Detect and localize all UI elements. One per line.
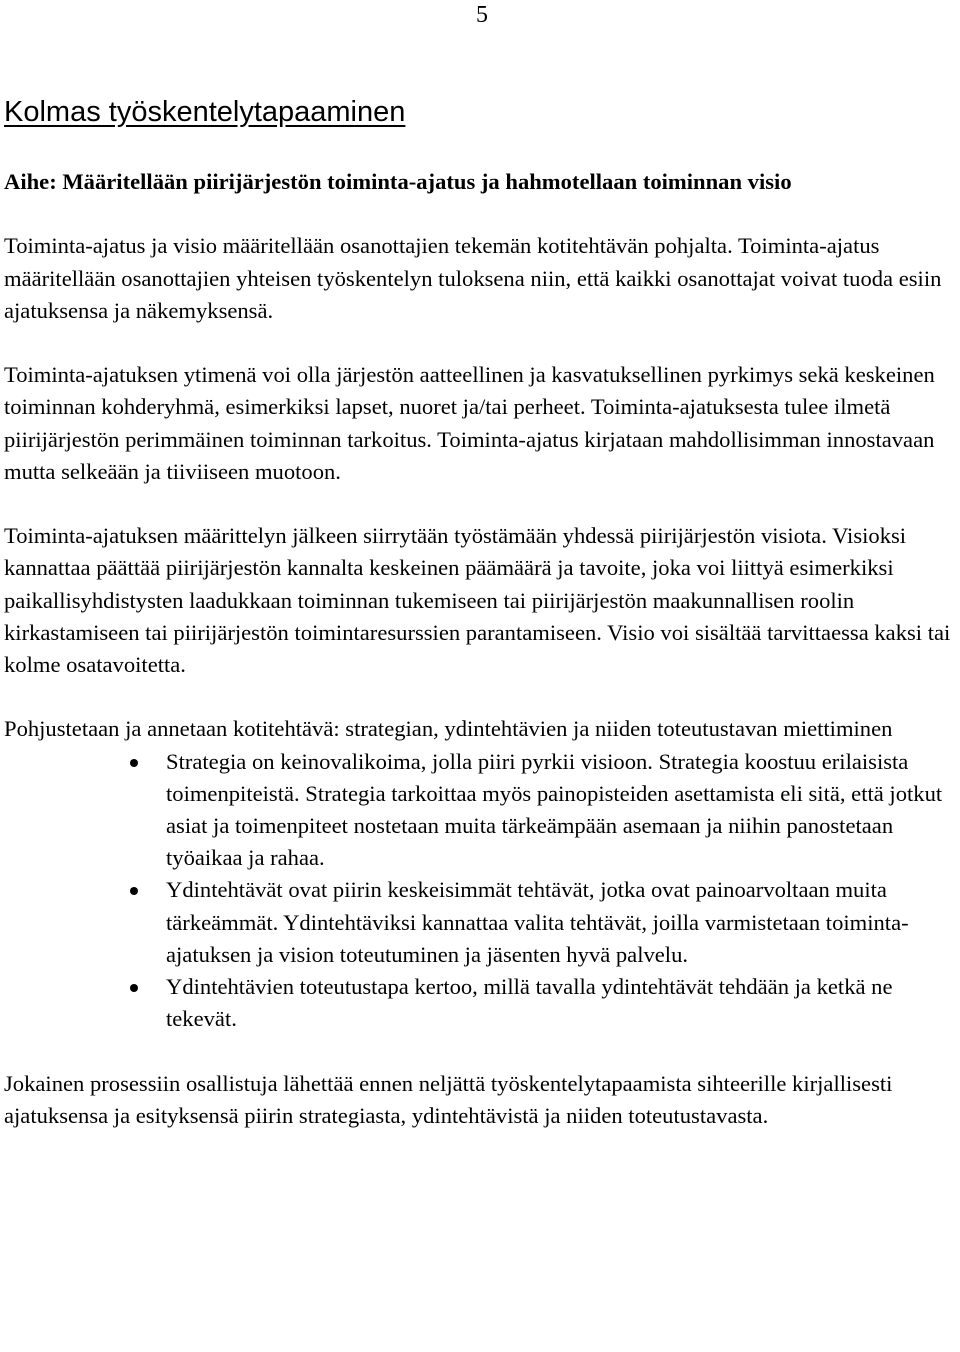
list-item-text: Strategia on keinovalikoima, jolla piiri pyrkii visioon. Strategia koostuu erilaisista toimenpiteistä. Strategia tarkoittaa myös painopisteiden asettamista eli sitä, että jotkut asiat ja toimenpiteet nostetaan muita tärkeämpään asemaan ja niihin panostetaan työaikaa ja rahaa. <box>166 748 943 871</box>
paragraph-2: Toiminta-ajatuksen ytimenä voi olla järjestön aatteellinen ja kasvatuksellinen pyrkimys sekä keskeinen toiminnan kohderyhmä, esimerkiksi lapset, nuoret ja/tai perheet. Toiminta-ajatuksesta tulee ilmetä piirijärjestön perimmäinen toiminnan tarkoitus. Toiminta-ajatus kirjataan mahdollisimman innostavaan mutta selkeään ja tiiviiseen muotoon. <box>4 362 935 484</box>
bullet-icon <box>130 887 138 895</box>
closing-paragraph: Jokainen prosessiin osallistuja lähettää ennen neljättä työskentelytapaamista sihteerille kirjallisesti ajatuksensa ja esityksensä piirin strategiasta, ydintehtävistä ja niiden toteutustavasta. <box>4 1070 893 1128</box>
paragraph-1: Toiminta-ajatus ja visio määritellään osanottajien tekemän kotitehtävän pohjalta. Toiminta-ajatus määritellään osanottajien yhteisen työskentelyn tuloksena niin, että kaikki osanottajat voivat tuoda esiin ajatuksensa ja näkemyksensä. <box>4 233 942 323</box>
bullet-icon <box>130 759 138 767</box>
section-heading: Kolmas työskentelytapaaminen <box>4 96 406 128</box>
page-number: 5 <box>476 2 488 28</box>
paragraph-3: Toiminta-ajatuksen määrittelyn jälkeen siirrytään työstämään yhdessä piirijärjestön visiota. Visioksi kannattaa päättää piirijärjestön kannalta keskeinen päämäärä ja tavoite, joka voi liittyä esimerkiksi paikallisyhdistysten laadukkaan toiminnan tukemiseen tai piirijärjestön maakunnallisen roolin kirkastamiseen tai piirijärjestön toimintaresurssien parantamiseen. Visio voi sisältää tarvittaessa kaksi tai kolme osatavoitetta. <box>4 523 951 677</box>
list-item <box>166 746 956 875</box>
homework-intro: Pohjustetaan ja annetaan kotitehtävä: strategian, ydintehtävien ja niiden toteutustavan miettiminen <box>4 716 893 742</box>
list-item <box>166 874 956 971</box>
list-item <box>166 971 956 1035</box>
bullet-icon <box>130 984 138 992</box>
document-body <box>4 166 956 1132</box>
homework-list <box>4 746 956 1036</box>
list-item-text: Ydintehtävien toteutustapa kertoo, millä tavalla ydintehtävät tehdään ja ketkä ne tekevät. <box>166 974 893 1032</box>
list-item-text: Ydintehtävät ovat piirin keskeisimmät tehtävät, jotka ovat painoarvoltaan muita tärkeämmät. Ydintehtäviksi kannattaa valita tehtävät, joilla varmistetaan toiminta-ajatuksen ja vision toteutuminen ja jäsenten hyvä palvelu. <box>166 877 909 967</box>
subject-line: Aihe: Määritellään piirijärjestön toiminta-ajatus ja hahmotellaan toiminnan visio <box>4 169 792 194</box>
